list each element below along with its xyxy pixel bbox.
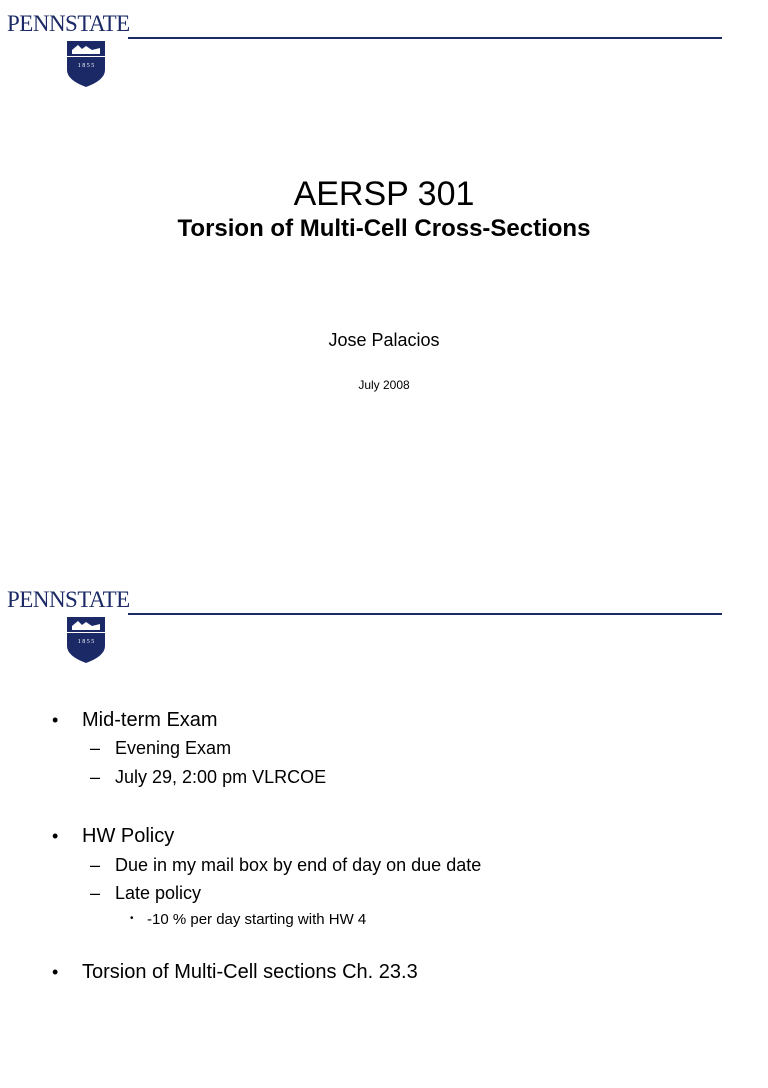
header-rule [128,613,722,615]
agenda-slide [0,576,768,1088]
small-bullet-marker: • [130,913,134,924]
pennstate-logo: PENNSTATE [7,11,130,36]
shield-year: 1 8 5 5 [77,63,95,69]
author-name: Jose Palacios [328,330,440,350]
dash-marker: – [90,767,101,787]
shield-year: 1 8 5 5 [77,639,95,645]
bullet-marker: • [52,826,59,846]
sub-bullet-late-policy: Late policy [115,883,202,903]
sub-bullet-evening-exam: Evening Exam [115,738,232,758]
presentation-date: July 2008 [358,378,410,392]
pennstate-shield-icon [66,40,106,88]
header-rule [128,37,722,39]
bullet-hw-policy: HW Policy [82,825,175,847]
bullet-marker: • [52,710,59,730]
dash-marker: – [90,883,101,903]
dash-marker: – [90,855,101,875]
dash-marker: – [90,738,101,758]
sub-bullet-due-date: Due in my mail box by end of day on due date [115,855,482,875]
sub-bullet-exam-time: July 29, 2:00 pm VLRCOE [115,767,327,787]
slide-title: AERSP 301 [293,175,475,213]
pennstate-shield-icon [66,616,106,664]
subsub-bullet-penalty: -10 % per day starting with HW 4 [147,911,367,928]
pennstate-logo: PENNSTATE [7,587,130,612]
bullet-midterm: Mid-term Exam [82,709,218,731]
bullet-marker: • [52,962,59,982]
slide-subtitle: Torsion of Multi-Cell Cross-Sections [177,215,591,242]
title-slide [0,0,768,512]
bullet-torsion-multicell: Torsion of Multi-Cell sections Ch. 23.3 [82,961,418,983]
